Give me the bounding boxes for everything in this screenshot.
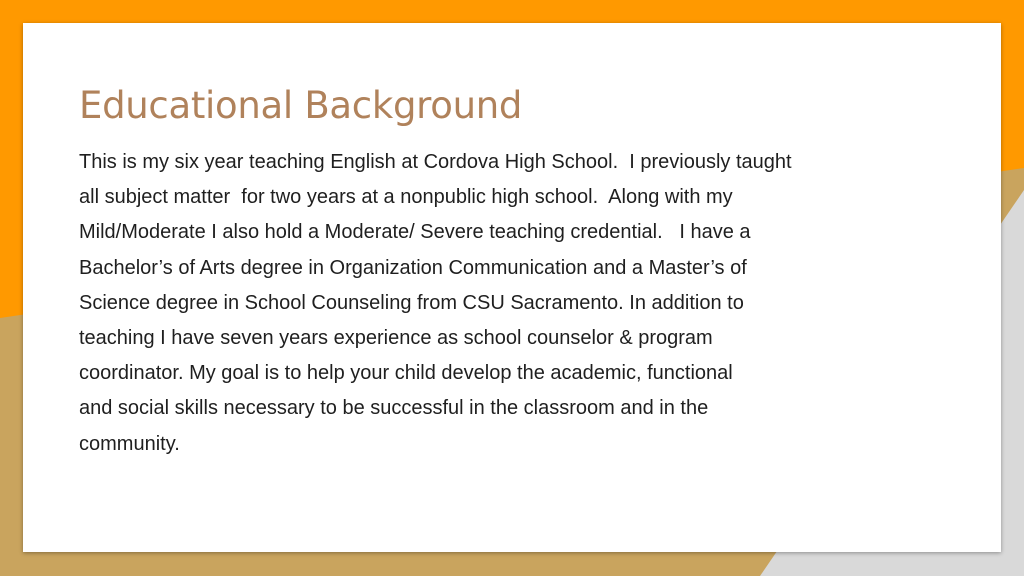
slide-body-text: [79, 145, 929, 462]
slide-title: Educational Background: [79, 84, 523, 127]
body-line: Science degree in School Counseling from CSU Sacramento. In addition to: [79, 291, 744, 314]
body-line: teaching I have seven years experience as school counselor & program: [79, 327, 713, 350]
body-line: and social skills necessary to be successful in the classroom and in the: [79, 397, 709, 420]
body-line: coordinator. My goal is to help your child develop the academic, functional: [79, 362, 733, 385]
body-line: all subject matter for two years at a nonpublic high school. Along with my: [79, 186, 733, 209]
body-line: This is my six year teaching English at Cordova High School. I previously taught: [79, 151, 792, 173]
body-line: Mild/Moderate I also hold a Moderate/ Severe teaching credential. I have a: [79, 221, 751, 244]
body-line: Bachelor’s of Arts degree in Organization Communication and a Master’s of: [79, 256, 747, 279]
body-line: community.: [79, 432, 180, 455]
